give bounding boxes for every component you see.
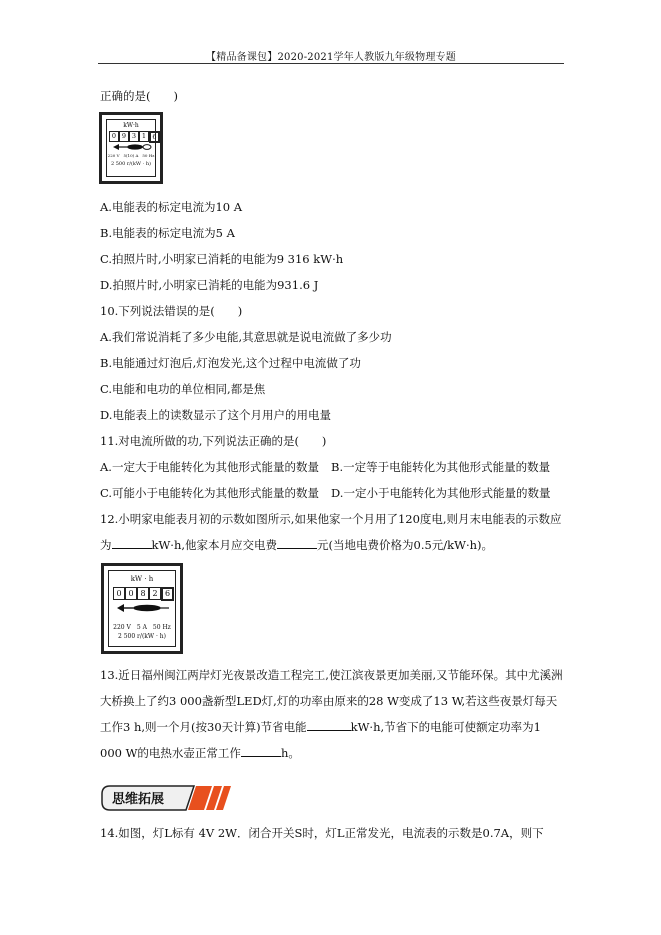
q10-option-a: A.我们常说消耗了多少电能,其意思就是说电流做了多少功 bbox=[100, 330, 392, 344]
q13-answer-blank-2[interactable] bbox=[241, 746, 281, 757]
meter-2-digit: 2 bbox=[149, 587, 161, 600]
q10-option-b: B.电能通过灯泡后,灯泡发光,这个过程中电流做了功 bbox=[100, 356, 361, 370]
section-banner-label: 思维拓展 bbox=[112, 792, 165, 807]
q11-option-d: D.一定小于电能转化为其他形式能量的数量 bbox=[331, 486, 551, 500]
meter-1-rate: 2 500 r/(kW · h) bbox=[110, 161, 152, 167]
q10-stem: 10.下列说法错误的是( ) bbox=[100, 304, 243, 318]
q11-stem: 11.对电流所做的功,下列说法正确的是( ) bbox=[100, 434, 327, 448]
q12-answer-blank-2[interactable] bbox=[277, 538, 317, 549]
meter-2-face bbox=[108, 570, 176, 647]
q13-text-b: kW·h,节省下的电能可使额定功率为1 bbox=[350, 720, 541, 734]
q13-text-c: 000 W的电热水壶正常工作 bbox=[100, 746, 241, 760]
meter-2-digit: 8 bbox=[137, 587, 149, 600]
meter-1-digit: 0 bbox=[109, 131, 119, 142]
q9-option-c: C.拍照片时,小明家已消耗的电能为9 316 kW·h bbox=[100, 252, 344, 266]
meter-1-digits bbox=[109, 131, 160, 143]
q10-option-d: D.电能表上的读数显示了这个月用户的用电量 bbox=[100, 408, 331, 422]
meter-2-digits bbox=[113, 587, 174, 601]
q11-option-c: C.可能小于电能转化为其他形式能量的数量 bbox=[100, 486, 320, 500]
meter-image-1 bbox=[99, 112, 163, 184]
q13-answer-blank-1[interactable] bbox=[307, 720, 351, 731]
q12-text-a: 为 bbox=[100, 538, 112, 552]
q12-answer-blank-1[interactable] bbox=[112, 538, 152, 549]
q13-line-3 bbox=[100, 719, 541, 735]
meter-1-digit: 9 bbox=[119, 131, 129, 142]
meter-2-unit: kW · h bbox=[130, 575, 154, 583]
meter-2-digit-decimal: 6 bbox=[161, 587, 174, 601]
meter-1-face bbox=[106, 119, 156, 177]
meter-1-digit-decimal: 6 bbox=[149, 131, 160, 143]
q12-text-b: kW·h,他家本月应交电费 bbox=[151, 538, 278, 552]
meter-2-rate: 2 500 r/(kW · h) bbox=[117, 633, 167, 640]
q11-option-b: B.一定等于电能转化为其他形式能量的数量 bbox=[331, 460, 551, 474]
q9-stem: 正确的是( ) bbox=[100, 89, 178, 103]
meter-2-digit: 0 bbox=[113, 587, 125, 600]
meter-2-digit: 0 bbox=[125, 587, 137, 600]
q9-option-b: B.电能表的标定电流为5 A bbox=[100, 226, 235, 240]
section-banner bbox=[100, 784, 235, 812]
q9-option-d: D.拍照片时,小明家已消耗的电能为931.6 J bbox=[100, 278, 319, 292]
q12-line-2 bbox=[100, 537, 493, 553]
meter-2-disc-icon bbox=[117, 603, 169, 613]
meter-2-specs: 220 V 5 A 50 Hz bbox=[113, 624, 171, 631]
q13-line-1: 13.近日福州闽江两岸灯光夜景改造工程完工,使江滨夜景更加美丽,又节能环保。其中尤溪洲 bbox=[100, 668, 563, 682]
q12-line-1: 12.小明家电能表月初的示数如图所示,如果他家一个月用了120度电,则月末电能表的示数应 bbox=[100, 512, 562, 526]
q14-line-1: 14.如图，灯L标有 4V 2W．闭合开关S时，灯L正常发光，电流表的示数是0.7A，则下 bbox=[100, 826, 544, 840]
meter-1-digit: 1 bbox=[139, 131, 149, 142]
meter-1-specs: 220 V 5(10) A 50 Hz bbox=[107, 153, 155, 158]
q9-option-a: A.电能表的标定电流为10 A bbox=[100, 200, 243, 214]
meter-1-unit: kW·h bbox=[123, 122, 139, 129]
q13-line-2: 大桥换上了约3 000盏新型LED灯,灯的功率由原来的28 W变成了13 W,若这些夜景灯每天 bbox=[100, 694, 558, 708]
q13-text-a: 工作3 h,则一个月(按30天计算)节省电能 bbox=[100, 720, 307, 734]
page-header: 【精品备课包】2020-2021学年人教版九年级物理专题 bbox=[206, 52, 456, 63]
q13-text-d: h。 bbox=[280, 746, 300, 760]
q10-option-c: C.电能和电功的单位相同,都是焦 bbox=[100, 382, 266, 396]
q11-option-a: A.一定大于电能转化为其他形式能量的数量 bbox=[100, 460, 319, 474]
meter-1-digit: 3 bbox=[129, 131, 139, 142]
header-divider bbox=[98, 63, 564, 64]
meter-1-disc-icon bbox=[113, 143, 153, 151]
meter-image-2 bbox=[101, 563, 183, 654]
q13-line-4 bbox=[100, 745, 300, 761]
q12-text-c: 元(当地电费价格为0.5元/kW·h)。 bbox=[317, 538, 494, 552]
